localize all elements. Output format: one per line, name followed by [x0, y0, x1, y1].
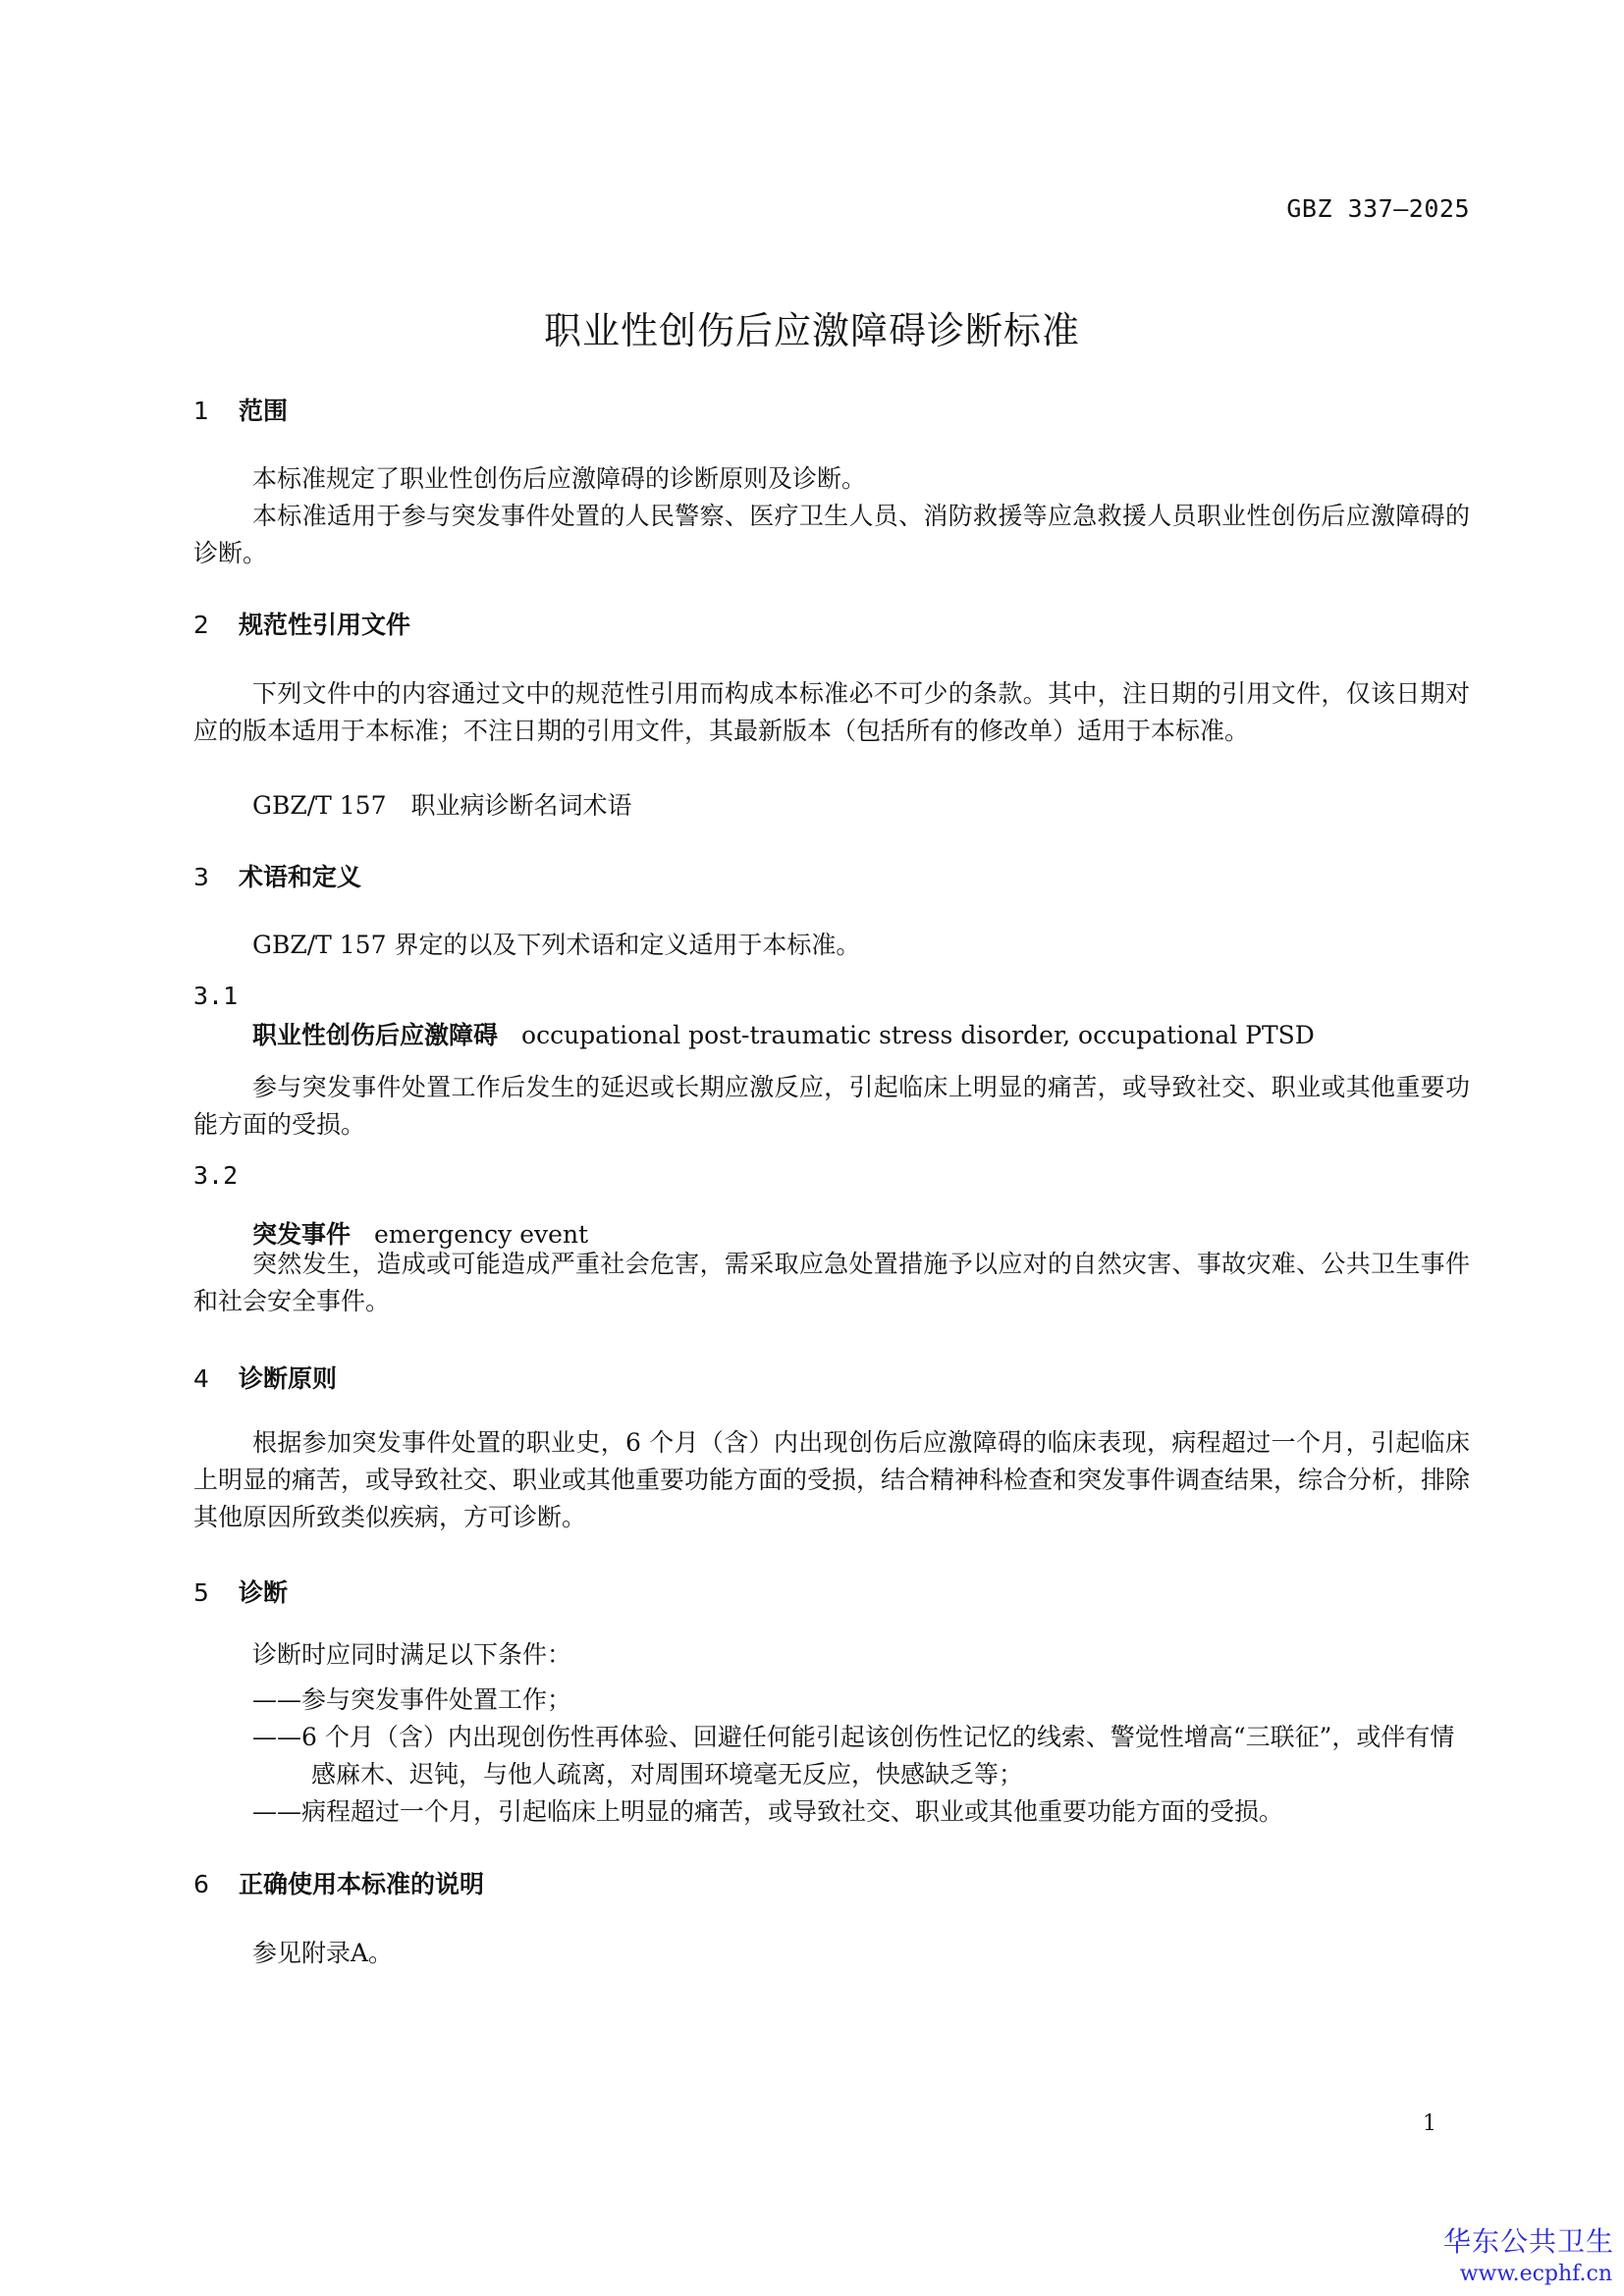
subsection-number: 3.2	[193, 1161, 239, 1190]
paragraph: 下列文件中的内容通过文中的规范性引用而构成本标准必不可少的条款。其中，注日期的引用文件，仅该日期对应的版本适用于本标准；不注日期的引用文件，其最新版本（包括所有的修改单）适用于本标准。	[193, 679, 1470, 745]
term-english: occupational post-traumatic stress disorder, occupational PTSD	[521, 1021, 1315, 1049]
section-heading-3	[193, 858, 361, 893]
term-definition: 突然发生，造成或可能造成严重社会危害，需采取应急处置措施予以应对的自然灾害、事故灾难、公共卫生事件和社会安全事件。	[193, 1250, 1470, 1315]
standard-code: GBZ 337—2025	[1286, 194, 1470, 223]
paragraph: GBZ/T 157 界定的以及下列术语和定义适用于本标准。	[252, 931, 861, 959]
term-chinese: 突发事件	[252, 1220, 352, 1249]
section-heading-1	[193, 392, 288, 427]
reference-entry: GBZ/T 157 职业病诊断名词术语	[252, 791, 632, 820]
list-item: ——病程超过一个月，引起临床上明显的痛苦，或导致社交、职业或其他重要功能方面的受损。	[252, 1797, 1284, 1826]
paragraph: 参见附录A。	[252, 1939, 394, 1967]
page-number: 1	[1423, 2111, 1436, 2136]
section-number: 6	[193, 1870, 209, 1898]
watermark-url: www.ecphf.cn	[1459, 2262, 1612, 2286]
section-heading-4	[193, 1360, 337, 1395]
section-title: 术语和定义	[239, 863, 362, 891]
paragraph: 本标准适用于参与突发事件处置的人民警察、医疗卫生人员、消防救援等应急救援人员职业性创伤后应激障碍的诊断。	[193, 502, 1470, 567]
term-chinese: 职业性创伤后应激障碍	[252, 1021, 499, 1049]
section-title: 规范性引用文件	[239, 611, 411, 639]
list-item: ——参与突发事件处置工作；	[252, 1685, 572, 1714]
section-number: 3	[193, 863, 209, 891]
paragraph: 诊断时应同时满足以下条件：	[252, 1640, 572, 1669]
list-item: ——6 个月（含）内出现创伤性再体验、回避任何能引起该创伤性记忆的线索、警觉性增高“三联征”，或伴有情感麻木、迟钝，与他人疏离，对周围环境毫无反应，快感缺乏等；	[252, 1723, 1455, 1789]
section-title: 范围	[239, 397, 289, 425]
paragraph: 本标准规定了职业性创伤后应激障碍的诊断原则及诊断。	[252, 464, 867, 493]
term-entry	[252, 1016, 1315, 1051]
term-english: emergency event	[374, 1220, 589, 1249]
page-title: 职业性创伤后应激障碍诊断标准	[543, 309, 1080, 352]
section-title: 诊断	[239, 1578, 289, 1607]
section-heading-6	[193, 1865, 484, 1900]
section-heading-5	[193, 1574, 288, 1609]
section-number: 4	[193, 1364, 209, 1393]
section-title: 诊断原则	[239, 1364, 338, 1393]
section-heading-2	[193, 606, 410, 641]
section-number: 1	[193, 397, 209, 425]
section-title: 正确使用本标准的说明	[239, 1870, 485, 1898]
condition-list	[252, 1682, 1470, 1831]
subsection-number: 3.1	[193, 982, 239, 1010]
section-number: 2	[193, 611, 209, 639]
section-number: 5	[193, 1578, 209, 1607]
term-definition: 参与突发事件处置工作后发生的延迟或长期应激反应，引起临床上明显的痛苦，或导致社交、职业或其他重要功能方面的受损。	[193, 1073, 1470, 1139]
watermark-name: 华东公共卫生	[1442, 2225, 1614, 2258]
paragraph: 根据参加突发事件处置的职业史，6 个月（含）内出现创伤后应激障碍的临床表现，病程超过一个月，引起临床上明显的痛苦，或导致社交、职业或其他重要功能方面的受损，结合精神科检查和突发事件调查结果，综合分析，排除其他原因所致类似疾病，方可诊断。	[193, 1428, 1471, 1531]
